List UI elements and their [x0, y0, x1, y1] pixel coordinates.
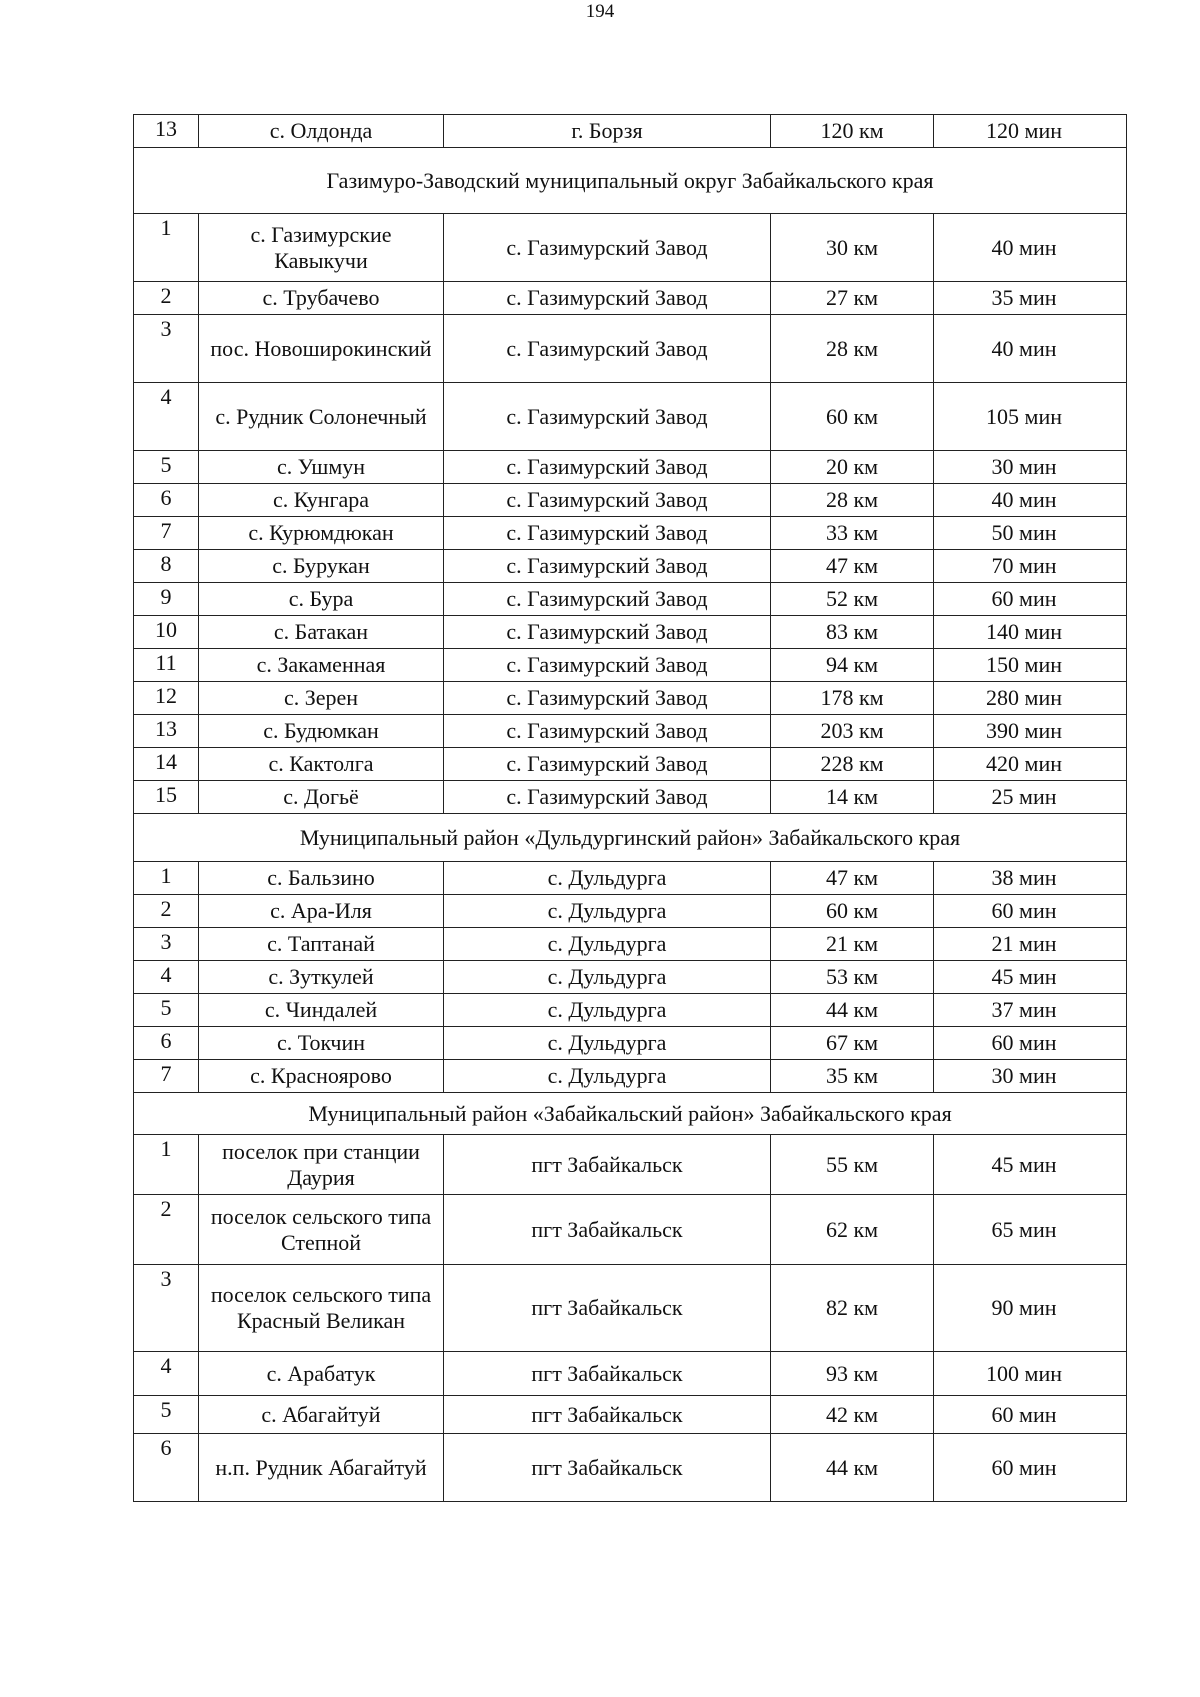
settlement-cell: с. Догьё	[199, 781, 444, 814]
table-row	[134, 1060, 1127, 1093]
row-number-cell: 7	[134, 1060, 199, 1093]
travel-time-cell: 150 мин	[934, 649, 1127, 682]
row-number-cell: 7	[134, 517, 199, 550]
distance-cell: 35 км	[771, 1060, 934, 1093]
distance-cell: 14 км	[771, 781, 934, 814]
distance-cell: 228 км	[771, 748, 934, 781]
settlement-cell: с. Абагайтуй	[199, 1396, 444, 1434]
distance-cell: 44 км	[771, 994, 934, 1027]
distance-cell: 55 км	[771, 1135, 934, 1195]
destination-cell: с. Газимурский Завод	[444, 214, 771, 282]
travel-time-cell: 40 мин	[934, 484, 1127, 517]
settlement-cell: с. Арабатук	[199, 1352, 444, 1396]
table-row	[134, 862, 1127, 895]
row-number-cell: 2	[134, 282, 199, 315]
row-number-cell: 6	[134, 484, 199, 517]
table-row	[134, 1027, 1127, 1060]
distance-cell: 62 км	[771, 1195, 934, 1265]
distance-cell: 21 км	[771, 928, 934, 961]
table-row	[134, 649, 1127, 682]
settlement-cell: с. Бурукан	[199, 550, 444, 583]
settlement-cell: поселок сельского типа Степной	[199, 1195, 444, 1265]
row-number-cell: 15	[134, 781, 199, 814]
distance-cell: 203 км	[771, 715, 934, 748]
table-row	[134, 214, 1127, 282]
travel-time-cell: 30 мин	[934, 1060, 1127, 1093]
destination-cell: пгт Забайкальск	[444, 1265, 771, 1352]
settlement-cell: поселок при станции Даурия	[199, 1135, 444, 1195]
destination-cell: с. Газимурский Завод	[444, 715, 771, 748]
row-number-cell: 4	[134, 1352, 199, 1396]
row-number-cell: 2	[134, 895, 199, 928]
travel-time-cell: 45 мин	[934, 961, 1127, 994]
distance-cell: 178 км	[771, 682, 934, 715]
settlement-cell: с. Олдонда	[199, 115, 444, 148]
destination-cell: с. Газимурский Завод	[444, 649, 771, 682]
destination-cell: с. Газимурский Завод	[444, 748, 771, 781]
destination-cell: с. Газимурский Завод	[444, 383, 771, 451]
travel-time-cell: 90 мин	[934, 1265, 1127, 1352]
travel-time-cell: 40 мин	[934, 214, 1127, 282]
distance-cell: 83 км	[771, 616, 934, 649]
section-title: Муниципальный район «Дульдургинский район» Забайкальского края	[134, 814, 1127, 862]
settlement-cell: с. Трубачево	[199, 282, 444, 315]
row-number-cell: 4	[134, 383, 199, 451]
destination-cell: с. Газимурский Завод	[444, 583, 771, 616]
table-row	[134, 994, 1127, 1027]
settlement-cell: с. Кактолга	[199, 748, 444, 781]
destination-cell: с. Газимурский Завод	[444, 781, 771, 814]
distance-cell: 52 км	[771, 583, 934, 616]
settlement-cell: н.п. Рудник Абагайтуй	[199, 1434, 444, 1502]
destination-cell: с. Газимурский Завод	[444, 682, 771, 715]
table-row	[134, 895, 1127, 928]
row-number-cell: 6	[134, 1027, 199, 1060]
destination-cell: с. Газимурский Завод	[444, 451, 771, 484]
travel-time-cell: 37 мин	[934, 994, 1127, 1027]
travel-time-cell: 100 мин	[934, 1352, 1127, 1396]
destination-cell: пгт Забайкальск	[444, 1434, 771, 1502]
settlement-cell: с. Таптанай	[199, 928, 444, 961]
distance-cell: 93 км	[771, 1352, 934, 1396]
row-number-cell: 5	[134, 994, 199, 1027]
table-row	[134, 781, 1127, 814]
distance-cell: 47 км	[771, 550, 934, 583]
travel-time-cell: 60 мин	[934, 895, 1127, 928]
destination-cell: с. Дульдурга	[444, 961, 771, 994]
table-row	[134, 315, 1127, 383]
table-row	[134, 1195, 1127, 1265]
table-row	[134, 517, 1127, 550]
settlement-cell: с. Закаменная	[199, 649, 444, 682]
travel-time-cell: 70 мин	[934, 550, 1127, 583]
settlement-cell: с. Кунгара	[199, 484, 444, 517]
destination-cell: с. Дульдурга	[444, 1027, 771, 1060]
travel-time-cell: 35 мин	[934, 282, 1127, 315]
table-row	[134, 1265, 1127, 1352]
distance-cell: 42 км	[771, 1396, 934, 1434]
table-row	[134, 583, 1127, 616]
settlement-cell: с. Бура	[199, 583, 444, 616]
table-row	[134, 715, 1127, 748]
destination-cell: с. Дульдурга	[444, 895, 771, 928]
section-header-row	[134, 1093, 1127, 1135]
travel-time-cell: 420 мин	[934, 748, 1127, 781]
settlement-cell: поселок сельского типа Красный Великан	[199, 1265, 444, 1352]
distance-cell: 28 км	[771, 315, 934, 383]
row-number-cell: 11	[134, 649, 199, 682]
row-number-cell: 13	[134, 115, 199, 148]
settlements-distance-table	[133, 114, 1127, 1502]
row-number-cell: 5	[134, 451, 199, 484]
section-header-row	[134, 814, 1127, 862]
distance-cell: 28 км	[771, 484, 934, 517]
settlement-cell: с. Газимурские Кавыкучи	[199, 214, 444, 282]
row-number-cell: 13	[134, 715, 199, 748]
table-row	[134, 1396, 1127, 1434]
travel-time-cell: 60 мин	[934, 1396, 1127, 1434]
table-row	[134, 1352, 1127, 1396]
table-row	[134, 1434, 1127, 1502]
distance-cell: 30 км	[771, 214, 934, 282]
travel-time-cell: 25 мин	[934, 781, 1127, 814]
table-row	[134, 1135, 1127, 1195]
settlement-cell: пос. Новоширокинский	[199, 315, 444, 383]
settlement-cell: с. Зерен	[199, 682, 444, 715]
row-number-cell: 1	[134, 862, 199, 895]
table-row	[134, 550, 1127, 583]
destination-cell: пгт Забайкальск	[444, 1195, 771, 1265]
row-number-cell: 4	[134, 961, 199, 994]
table-row	[134, 928, 1127, 961]
travel-time-cell: 390 мин	[934, 715, 1127, 748]
travel-time-cell: 280 мин	[934, 682, 1127, 715]
distance-cell: 120 км	[771, 115, 934, 148]
travel-time-cell: 60 мин	[934, 1027, 1127, 1060]
travel-time-cell: 60 мин	[934, 1434, 1127, 1502]
travel-time-cell: 65 мин	[934, 1195, 1127, 1265]
travel-time-cell: 45 мин	[934, 1135, 1127, 1195]
table-row	[134, 961, 1127, 994]
table-row	[134, 282, 1127, 315]
distance-cell: 27 км	[771, 282, 934, 315]
destination-cell: пгт Забайкальск	[444, 1352, 771, 1396]
section-header-row	[134, 148, 1127, 214]
destination-cell: пгт Забайкальск	[444, 1135, 771, 1195]
travel-time-cell: 21 мин	[934, 928, 1127, 961]
row-number-cell: 3	[134, 1265, 199, 1352]
row-number-cell: 1	[134, 214, 199, 282]
distance-cell: 53 км	[771, 961, 934, 994]
destination-cell: с. Газимурский Завод	[444, 282, 771, 315]
settlement-cell: с. Батакан	[199, 616, 444, 649]
destination-cell: с. Газимурский Завод	[444, 616, 771, 649]
settlement-cell: с. Токчин	[199, 1027, 444, 1060]
row-number-cell: 10	[134, 616, 199, 649]
settlement-cell: с. Ушмун	[199, 451, 444, 484]
settlement-cell: с. Ара-Иля	[199, 895, 444, 928]
row-number-cell: 3	[134, 928, 199, 961]
distance-cell: 47 км	[771, 862, 934, 895]
row-number-cell: 12	[134, 682, 199, 715]
row-number-cell: 14	[134, 748, 199, 781]
section-title: Муниципальный район «Забайкальский район» Забайкальского края	[134, 1093, 1127, 1135]
destination-cell: с. Газимурский Завод	[444, 517, 771, 550]
settlement-cell: с. Чиндалей	[199, 994, 444, 1027]
destination-cell: г. Борзя	[444, 115, 771, 148]
distance-cell: 60 км	[771, 383, 934, 451]
settlement-cell: с. Будюмкан	[199, 715, 444, 748]
destination-cell: с. Дульдурга	[444, 862, 771, 895]
table-body	[134, 115, 1127, 1502]
travel-time-cell: 40 мин	[934, 315, 1127, 383]
table-row	[134, 682, 1127, 715]
travel-time-cell: 120 мин	[934, 115, 1127, 148]
destination-cell: с. Дульдурга	[444, 928, 771, 961]
settlement-cell: с. Бальзино	[199, 862, 444, 895]
section-title: Газимуро-Заводский муниципальный округ Забайкальского края	[134, 148, 1127, 214]
destination-cell: пгт Забайкальск	[444, 1396, 771, 1434]
row-number-cell: 9	[134, 583, 199, 616]
row-number-cell: 8	[134, 550, 199, 583]
travel-time-cell: 38 мин	[934, 862, 1127, 895]
destination-cell: с. Газимурский Завод	[444, 315, 771, 383]
distance-cell: 60 км	[771, 895, 934, 928]
travel-time-cell: 50 мин	[934, 517, 1127, 550]
table-row	[134, 383, 1127, 451]
table-row	[134, 748, 1127, 781]
travel-time-cell: 140 мин	[934, 616, 1127, 649]
travel-time-cell: 30 мин	[934, 451, 1127, 484]
table-row	[134, 451, 1127, 484]
travel-time-cell: 60 мин	[934, 583, 1127, 616]
settlement-cell: с. Зуткулей	[199, 961, 444, 994]
destination-cell: с. Газимурский Завод	[444, 484, 771, 517]
row-number-cell: 2	[134, 1195, 199, 1265]
settlement-cell: с. Красноярово	[199, 1060, 444, 1093]
distance-cell: 67 км	[771, 1027, 934, 1060]
table-row	[134, 115, 1127, 148]
row-number-cell: 6	[134, 1434, 199, 1502]
row-number-cell: 3	[134, 315, 199, 383]
distance-cell: 20 км	[771, 451, 934, 484]
row-number-cell: 5	[134, 1396, 199, 1434]
distance-cell: 94 км	[771, 649, 934, 682]
row-number-cell: 1	[134, 1135, 199, 1195]
settlement-cell: с. Рудник Солонечный	[199, 383, 444, 451]
destination-cell: с. Дульдурга	[444, 994, 771, 1027]
distance-cell: 33 км	[771, 517, 934, 550]
distance-cell: 82 км	[771, 1265, 934, 1352]
travel-time-cell: 105 мин	[934, 383, 1127, 451]
table-row	[134, 484, 1127, 517]
page-number: 194	[585, 1, 615, 22]
settlement-cell: с. Курюмдюкан	[199, 517, 444, 550]
table-row	[134, 616, 1127, 649]
destination-cell: с. Дульдурга	[444, 1060, 771, 1093]
distance-cell: 44 км	[771, 1434, 934, 1502]
destination-cell: с. Газимурский Завод	[444, 550, 771, 583]
